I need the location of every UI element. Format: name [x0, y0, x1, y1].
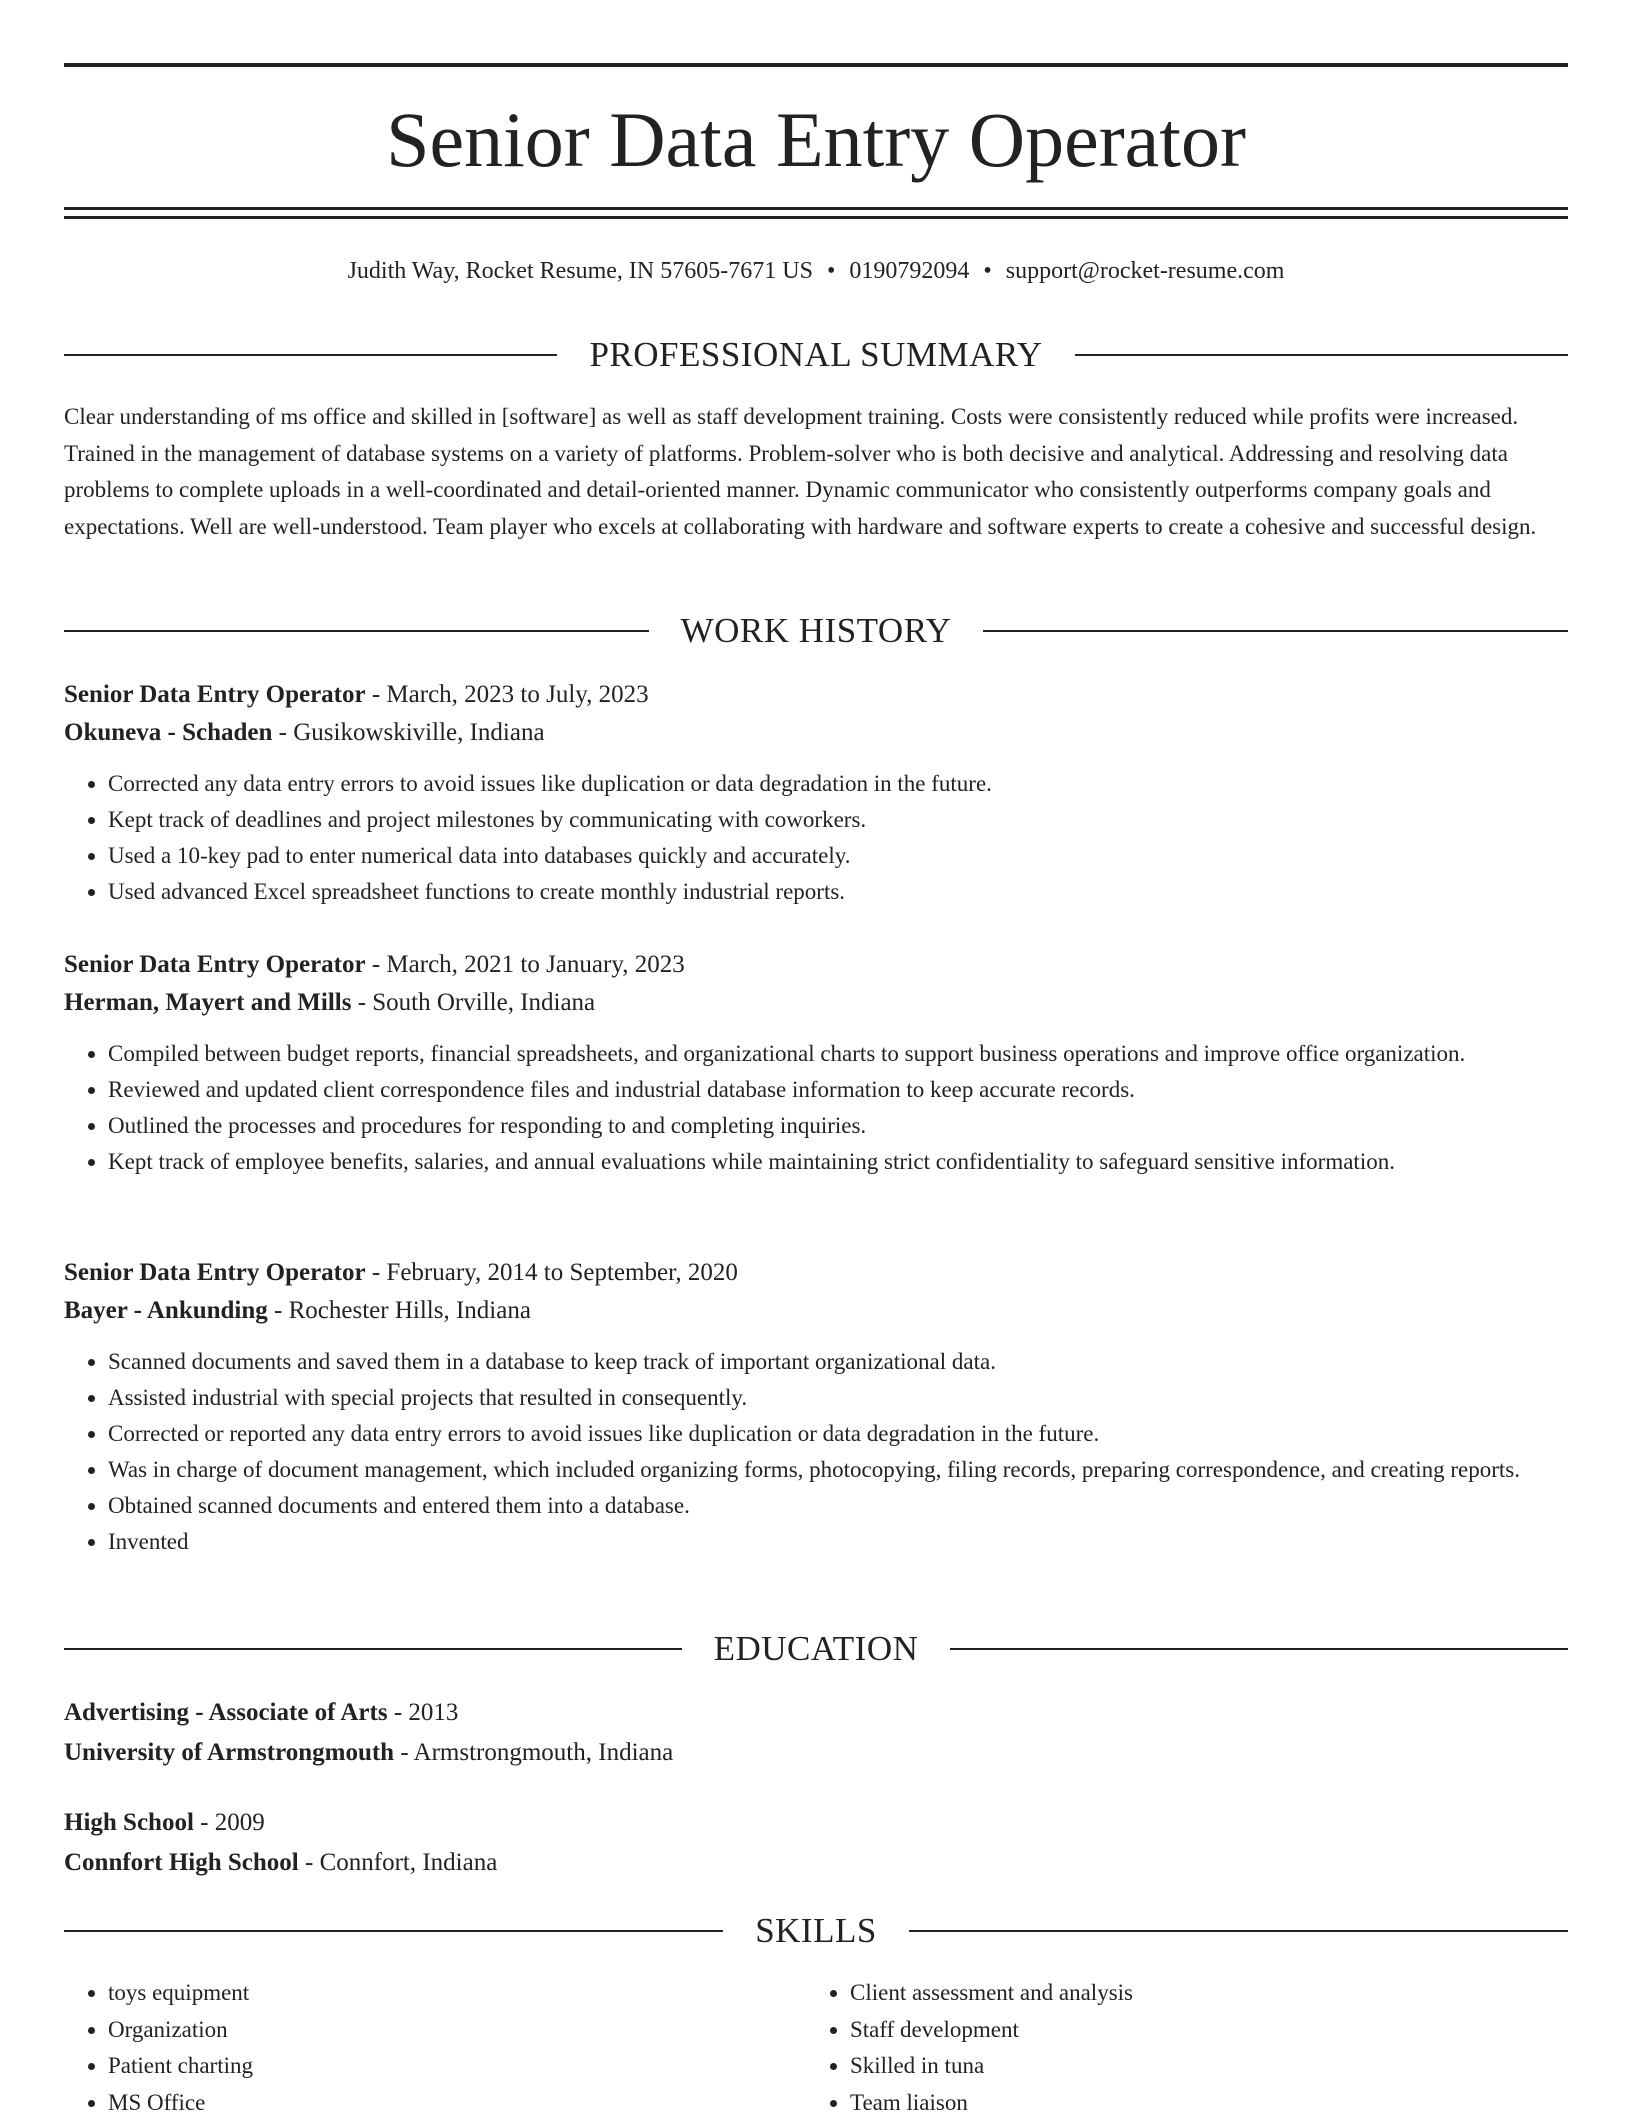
- job-location: - South Orville, Indiana: [351, 989, 595, 1016]
- job-title-line: [64, 676, 1568, 714]
- education-school-line: [64, 1843, 1568, 1883]
- education-entry: [64, 1693, 1568, 1773]
- job-title: Senior Data Entry Operator: [64, 951, 366, 978]
- education-entry: [64, 1803, 1568, 1883]
- summary-text: Clear understanding of ms office and skilled in [software] as well as staff development training. Costs were consistently reduced while profits were increased. Trained in the management of database systems on a variety of platforms. Problem-solver who is both decisive and analytical. Addressing and resolving data problems to complete uploads in a well-coordinated and detail-oriented manner. Dynamic communicator who consistently outperforms company goals and expectations. Well are well-understood. Team player who excels at collaborating with hardware and software experts to create a cohesive and successful design.: [64, 399, 1568, 545]
- education-school: University of Armstrongmouth: [64, 1739, 394, 1766]
- skill-item: • Organization: [108, 2012, 806, 2049]
- heading-rule: [64, 1930, 723, 1932]
- skills-column-left: [64, 1975, 806, 2121]
- top-rule: [64, 63, 1568, 67]
- education-location: - Connfort, Indiana: [299, 1849, 498, 1876]
- job-company-line: [64, 1292, 1568, 1330]
- section-heading-skills: [64, 1909, 1568, 1953]
- section-title-work: WORK HISTORY: [649, 609, 984, 653]
- section-title-education: EDUCATION: [682, 1627, 951, 1671]
- job-dates: - March, 2021 to January, 2023: [366, 951, 685, 978]
- contact-separator: •: [983, 258, 991, 284]
- heading-rule: [950, 1648, 1568, 1650]
- contact-line: [64, 254, 1568, 288]
- job-bullet: • Kept track of deadlines and project milestones by communicating with coworkers.: [108, 802, 1568, 838]
- education-year: - 2009: [194, 1809, 265, 1836]
- job-company-line: [64, 984, 1568, 1022]
- skills-list: [64, 1975, 1568, 2121]
- education-degree: High School: [64, 1809, 194, 1836]
- job-dates: - March, 2023 to July, 2023: [366, 681, 649, 708]
- job-company: Herman, Mayert and Mills: [64, 989, 351, 1016]
- skill-item: • Team liaison: [850, 2085, 1548, 2121]
- heading-rule: [64, 354, 557, 356]
- heading-rule: [1075, 354, 1568, 356]
- heading-rule: [64, 630, 649, 632]
- section-heading-summary: [64, 333, 1568, 377]
- education-school: Connfort High School: [64, 1849, 299, 1876]
- job-company: Bayer - Ankunding: [64, 1297, 268, 1324]
- education-degree: Advertising - Associate of Arts: [64, 1699, 388, 1726]
- contact-address: Judith Way, Rocket Resume, IN 57605-7671 US: [348, 258, 813, 284]
- job-entry: [64, 1254, 1568, 1560]
- job-title-line: [64, 946, 1568, 984]
- section-heading-work: [64, 609, 1568, 653]
- job-bullet: • Invented: [108, 1524, 1568, 1560]
- job-company: Okuneva - Schaden: [64, 719, 272, 746]
- section-title-summary: PROFESSIONAL SUMMARY: [557, 333, 1074, 377]
- skill-item: • toys equipment: [108, 1975, 806, 2012]
- job-bullet: • Used a 10-key pad to enter numerical data into databases quickly and accurately.: [108, 838, 1568, 874]
- job-bullet: • Compiled between budget reports, financial spreadsheets, and organizational charts to support business operations and improve office organization.: [108, 1036, 1568, 1072]
- skill-item: • Staff development: [850, 2012, 1548, 2049]
- job-bullet: • Kept track of employee benefits, salaries, and annual evaluations while maintaining strict confidentiality to safeguard sensitive information.: [108, 1144, 1568, 1180]
- job-bullet: • Obtained scanned documents and entered them into a database.: [108, 1488, 1568, 1524]
- job-bullets: [64, 1344, 1568, 1560]
- job-bullet: • Assisted industrial with special projects that resulted in consequently.: [108, 1380, 1568, 1416]
- skills-column-right: [806, 1975, 1548, 2121]
- job-bullet: • Corrected or reported any data entry errors to avoid issues like duplication or data degradation in the future.: [108, 1416, 1568, 1452]
- education-degree-line: [64, 1803, 1568, 1843]
- skill-item: • Skilled in tuna: [850, 2048, 1548, 2085]
- contact-separator: •: [827, 258, 835, 284]
- section-title-skills: SKILLS: [723, 1909, 909, 1953]
- job-bullet: • Outlined the processes and procedures for responding to and completing inquiries.: [108, 1108, 1568, 1144]
- job-bullets: [64, 766, 1568, 910]
- education-school-line: [64, 1733, 1568, 1773]
- job-bullet: • Was in charge of document management, which included organizing forms, photocopying, filing records, preparing correspondence, and creating reports.: [108, 1452, 1568, 1488]
- job-bullet: • Corrected any data entry errors to avoid issues like duplication or data degradation in the future.: [108, 766, 1568, 802]
- education-degree-line: [64, 1693, 1568, 1733]
- heading-rule: [983, 630, 1568, 632]
- contact-email[interactable]: support@rocket-resume.com: [1006, 258, 1285, 284]
- job-dates: - February, 2014 to September, 2020: [366, 1259, 738, 1286]
- job-location: - Rochester Hills, Indiana: [268, 1297, 531, 1324]
- skill-item: • Client assessment and analysis: [850, 1975, 1548, 2012]
- contact-phone: 0190792094: [849, 258, 969, 284]
- job-title: Senior Data Entry Operator: [64, 681, 366, 708]
- job-entry: [64, 676, 1568, 910]
- education-location: - Armstrongmouth, Indiana: [394, 1739, 673, 1766]
- skill-item: • MS Office: [108, 2085, 806, 2121]
- job-bullet: • Scanned documents and saved them in a database to keep track of important organizational data.: [108, 1344, 1568, 1380]
- job-company-line: [64, 714, 1568, 752]
- job-bullet: • Reviewed and updated client correspondence files and industrial database information to keep accurate records.: [108, 1072, 1568, 1108]
- job-entry: [64, 946, 1568, 1180]
- heading-rule: [64, 1648, 682, 1650]
- job-bullets: [64, 1036, 1568, 1180]
- heading-rule: [909, 1930, 1568, 1932]
- job-bullet: • Used advanced Excel spreadsheet functions to create monthly industrial reports.: [108, 874, 1568, 910]
- job-title: Senior Data Entry Operator: [64, 1259, 366, 1286]
- resume-title: Senior Data Entry Operator: [64, 92, 1568, 188]
- job-title-line: [64, 1254, 1568, 1292]
- title-double-rule: [64, 207, 1568, 219]
- skill-item: • Patient charting: [108, 2048, 806, 2085]
- section-heading-education: [64, 1627, 1568, 1671]
- education-year: - 2013: [388, 1699, 459, 1726]
- job-location: - Gusikowskiville, Indiana: [272, 719, 544, 746]
